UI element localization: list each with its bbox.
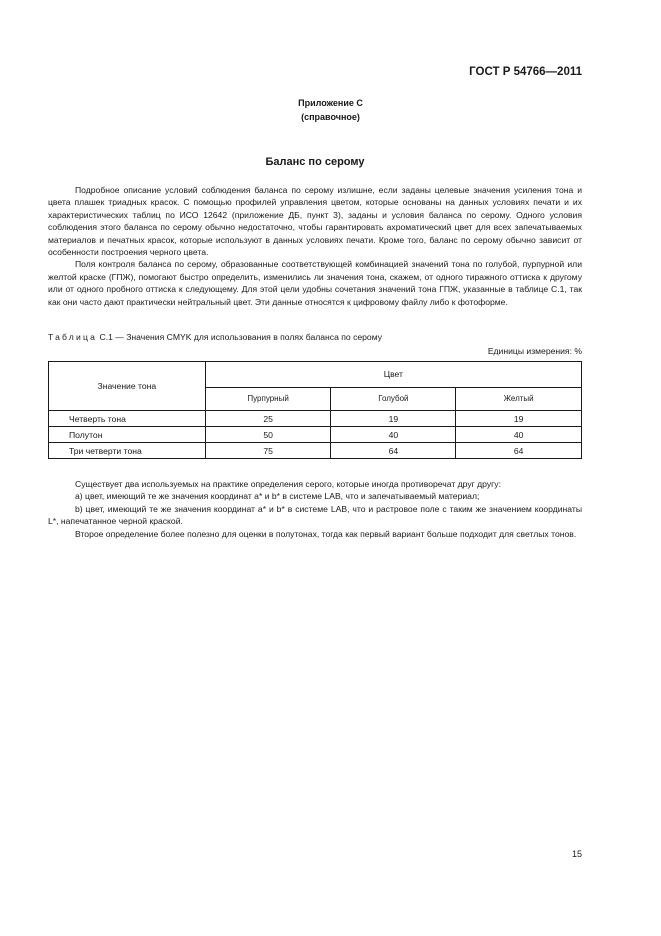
- table-cell: 64: [456, 443, 582, 459]
- table-cell: 40: [331, 427, 456, 443]
- table-caption: [48, 332, 382, 342]
- table-cell: 19: [456, 411, 582, 427]
- page-number: 15: [571, 849, 582, 859]
- section-title: Баланс по серому: [265, 156, 365, 168]
- table-row: [49, 411, 582, 427]
- row-label: Полутон: [49, 427, 206, 443]
- paragraph: Поля контроля баланса по серому, образованные соответствующей комбинацией значений тона по голубой, пурпурной или желтой краске (ГПЖ), помогают быстро определить, изменились ли значения тона, скажем, от одного тиражного оттиска к другому или от одного пробного оттиска к следующему. Для этой цели удобны сочетания значений тона ГПЖ, указанные в таблице С.1, так как они часто дают практически нейтральный цвет. Эти данные относятся к цифровому файлу либо к фотоформе.: [48, 259, 582, 307]
- paragraph: Существует два используемых на практике определения серого, которые иногда противоречат друг другу:: [75, 479, 501, 489]
- standard-number: ГОСТ Р 54766—2011: [469, 66, 582, 78]
- table-cell: 19: [331, 411, 456, 427]
- list-item: а) цвет, имеющий те же значения координат a* и b* в системе LAB, что и запечатываемый материал;: [75, 491, 480, 502]
- table-cell: 25: [205, 411, 331, 427]
- table-cell: 64: [331, 443, 456, 459]
- annex-title: Приложение С: [298, 98, 363, 108]
- table-cell: 75: [205, 443, 331, 459]
- annex-heading: [0, 96, 661, 124]
- row-label: Три четверти тона: [49, 443, 206, 459]
- header-color: Цвет: [205, 362, 581, 388]
- table-caption-text: С.1 — Значения CMYK для использования в полях баланса по серому: [97, 332, 383, 342]
- table-row: [49, 443, 582, 459]
- table-cell: 50: [205, 427, 331, 443]
- definitions-text: [48, 478, 582, 540]
- row-label: Четверть тона: [49, 411, 206, 427]
- table-caption-prefix: Таблица: [48, 332, 98, 342]
- table-cell: 40: [456, 427, 582, 443]
- header-tone: Значение тона: [49, 362, 206, 411]
- column-header: Пурпурный: [205, 387, 331, 410]
- intro-text: [48, 184, 582, 308]
- list-item: b) цвет, имеющий те же значения координат a* и b* в системе LAB, что и растровое поле с таким же значением координаты L*, напечатанное черной краской.: [48, 503, 582, 527]
- column-header: Желтый: [456, 387, 582, 410]
- paragraph: Подробное описание условий соблюдения баланса по серому излишне, если заданы целевые значения усиления тона и цвета плашек триадных красок. С помощью профилей управления цветом, которые основаны на данных условиях печати и их характеристических таблиц по ИСО 12642 (приложение ДБ, пункт 3), заданы и условия баланса по серому. Одного условия соблюдения этого баланса по серому обычно недостаточно, чтобы гарантировать ахроматический цвет для всех запечатываемых материалов и печатных красок, которые используют в данных условиях печати. Кроме того, баланс по серому обычно зависит от особенности построения черного цвета.: [48, 185, 582, 258]
- column-header: Голубой: [331, 387, 456, 410]
- paragraph: Второе определение более полезно для оценки в полутонах, тогда как первый вариант больше подходит для светлых тонов.: [75, 528, 577, 539]
- cmyk-table: [48, 361, 582, 459]
- table-row: [49, 427, 582, 443]
- table-units: Единицы измерения: %: [487, 346, 582, 356]
- annex-type: (справочное): [301, 112, 360, 122]
